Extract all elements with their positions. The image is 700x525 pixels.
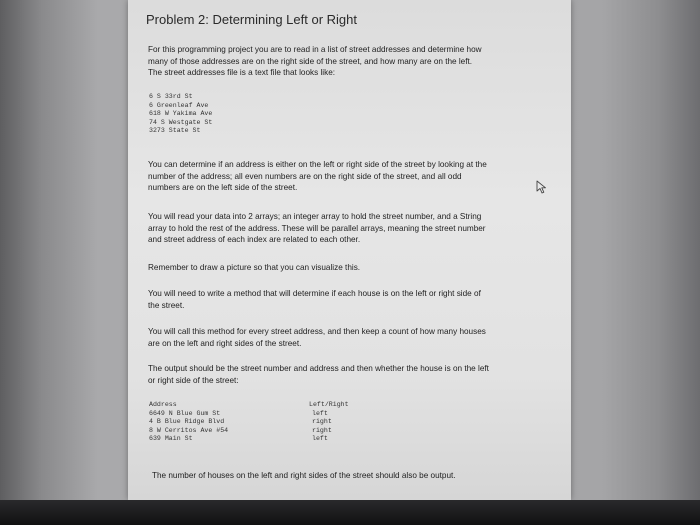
- paragraph-arrays: [148, 211, 486, 246]
- code-line: 618 W Yakima Ave: [149, 110, 213, 118]
- text-line: You will read your data into 2 arrays; an integer array to hold the street number, and a String: [148, 212, 482, 221]
- code-line: 74 S Westgate St: [149, 118, 213, 126]
- paragraph-count: [148, 326, 486, 349]
- paragraph-picture: [148, 262, 360, 274]
- text-line: are on the left and right sides of the street.: [148, 338, 302, 348]
- output-row-address: 4 B Blue Ridge Blvd: [149, 418, 225, 426]
- text-line: and street address of each index are related to each other.: [148, 235, 361, 244]
- paragraph-final: [152, 470, 456, 482]
- text-line: The street addresses file is a text file that looks like:: [148, 68, 336, 77]
- output-side-column: [309, 401, 349, 444]
- text-line: array to hold the rest of the address. These will be parallel arrays, meaning the street number: [148, 223, 486, 233]
- text-line: Remember to draw a picture so that you can visualize this.: [148, 263, 361, 272]
- paragraph-output: [148, 363, 489, 386]
- text-line: For this programming project you are to read in a list of street addresses and determine how: [148, 45, 482, 54]
- output-row-side: left: [312, 435, 328, 443]
- paragraph-intro: [148, 44, 482, 79]
- output-row-address: 639 Main St: [149, 435, 193, 443]
- output-row-side: right: [312, 418, 332, 426]
- mouse-cursor-icon: [536, 180, 548, 194]
- text-line: You will call this method for every street address, and then keep a count of how many houses: [148, 327, 486, 336]
- text-line: The output should be the street number and address and then whether the house is on the left: [148, 364, 489, 373]
- document-page: [128, 0, 571, 500]
- column-header: Address: [149, 401, 177, 408]
- output-row-address: 6649 N Blue Gum St: [149, 409, 221, 417]
- text-line: The number of houses on the left and right sides of the street should also be output.: [152, 471, 456, 480]
- input-file-sample: [149, 93, 212, 136]
- text-line: or right side of the street:: [148, 375, 239, 385]
- text-line: many of those addresses are on the right side of the street, and how many are on the left.: [148, 56, 473, 66]
- code-line: 6 Greenleaf Ave: [149, 101, 209, 109]
- code-line: 6 S 33rd St: [149, 93, 193, 100]
- column-header: Left/Right: [309, 401, 349, 408]
- page-title: Problem 2: Determining Left or Right: [146, 12, 357, 27]
- text-line: You can determine if an address is either on the left or right side of the street by looking at the: [148, 160, 487, 169]
- text-line: the street.: [148, 300, 185, 310]
- code-line: 3273 State St: [149, 127, 201, 135]
- paragraph-rule: [148, 159, 487, 194]
- paragraph-method: [148, 288, 481, 311]
- output-row-side: right: [312, 426, 332, 434]
- output-address-column: [149, 401, 228, 444]
- text-line: numbers are on the left side of the street.: [148, 183, 298, 192]
- output-row-address: 8 W Cerritos Ave #54: [149, 426, 229, 434]
- monitor-bezel: [0, 500, 700, 525]
- output-row-side: left: [312, 409, 328, 417]
- text-line: number of the address; all even numbers are on the right side of the street, and all odd: [148, 171, 462, 181]
- text-line: You will need to write a method that will determine if each house is on the left or right side of: [148, 289, 481, 298]
